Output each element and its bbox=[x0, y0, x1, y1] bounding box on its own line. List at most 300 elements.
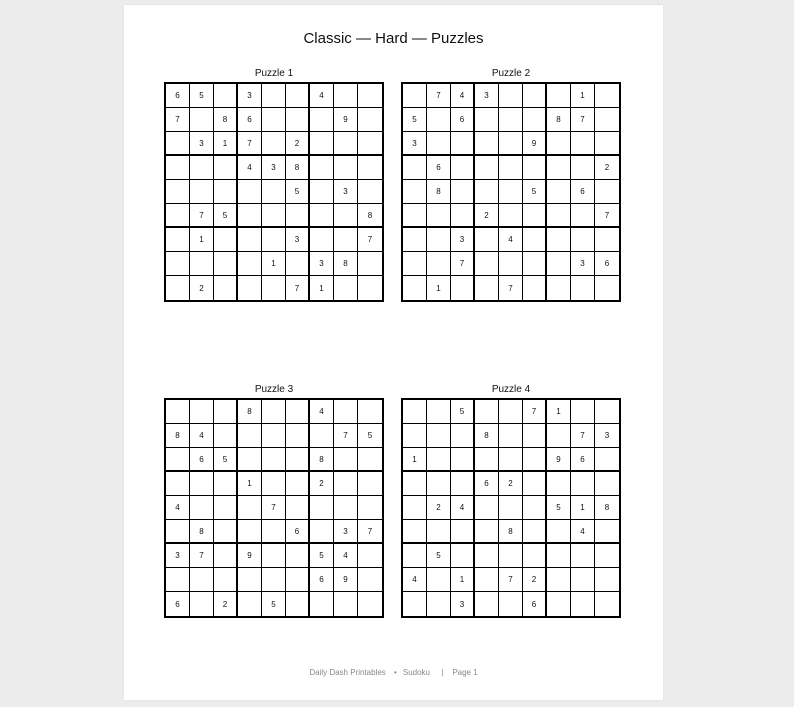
sudoku-cell bbox=[310, 592, 334, 616]
sudoku-cell bbox=[286, 204, 310, 228]
sudoku-cell bbox=[358, 544, 382, 568]
sudoku-cell bbox=[310, 424, 334, 448]
sudoku-cell bbox=[523, 496, 547, 520]
sudoku-cell bbox=[334, 84, 358, 108]
sudoku-cell bbox=[214, 228, 238, 252]
sudoku-cell bbox=[262, 228, 286, 252]
sudoku-cell: 4 bbox=[334, 544, 358, 568]
sudoku-cell: 7 bbox=[451, 252, 475, 276]
sudoku-cell bbox=[571, 472, 595, 496]
sudoku-cell bbox=[475, 400, 499, 424]
sudoku-cell: 5 bbox=[262, 592, 286, 616]
sudoku-cell bbox=[427, 568, 451, 592]
sudoku-cell: 8 bbox=[166, 424, 190, 448]
sudoku-cell bbox=[427, 252, 451, 276]
sudoku-cell bbox=[427, 108, 451, 132]
sudoku-cell bbox=[166, 204, 190, 228]
sudoku-cell bbox=[262, 424, 286, 448]
sudoku-cell bbox=[595, 228, 619, 252]
sudoku-cell: 7 bbox=[595, 204, 619, 228]
sudoku-cell bbox=[403, 592, 427, 616]
sudoku-cell bbox=[262, 180, 286, 204]
sudoku-cell: 8 bbox=[214, 108, 238, 132]
sudoku-cell bbox=[214, 520, 238, 544]
sudoku-cell bbox=[262, 108, 286, 132]
sudoku-cell: 5 bbox=[214, 204, 238, 228]
sudoku-cell bbox=[403, 204, 427, 228]
sudoku-cell bbox=[214, 424, 238, 448]
sudoku-cell: 1 bbox=[310, 276, 334, 300]
sudoku-cell bbox=[262, 400, 286, 424]
sudoku-cell bbox=[523, 544, 547, 568]
sudoku-cell: 2 bbox=[523, 568, 547, 592]
sudoku-cell: 8 bbox=[547, 108, 571, 132]
sudoku-cell bbox=[358, 276, 382, 300]
sudoku-cell bbox=[286, 108, 310, 132]
sudoku-cell: 1 bbox=[571, 496, 595, 520]
sudoku-cell bbox=[523, 108, 547, 132]
sudoku-cell bbox=[451, 544, 475, 568]
sudoku-cell: 3 bbox=[475, 84, 499, 108]
sudoku-cell bbox=[334, 228, 358, 252]
sudoku-cell bbox=[238, 180, 262, 204]
sudoku-cell: 3 bbox=[403, 132, 427, 156]
sudoku-cell bbox=[451, 204, 475, 228]
sudoku-cell bbox=[190, 568, 214, 592]
sudoku-cell bbox=[262, 84, 286, 108]
sudoku-cell bbox=[547, 228, 571, 252]
sudoku-cell bbox=[403, 424, 427, 448]
sudoku-cell bbox=[523, 204, 547, 228]
sudoku-cell bbox=[310, 520, 334, 544]
sudoku-cell: 1 bbox=[238, 472, 262, 496]
sudoku-cell bbox=[547, 204, 571, 228]
sudoku-cell: 6 bbox=[571, 448, 595, 472]
sudoku-cell bbox=[358, 496, 382, 520]
sudoku-cell: 8 bbox=[190, 520, 214, 544]
sudoku-cell: 1 bbox=[262, 252, 286, 276]
sudoku-cell bbox=[427, 520, 451, 544]
sudoku-cell: 1 bbox=[571, 84, 595, 108]
sudoku-cell bbox=[451, 180, 475, 204]
sudoku-cell bbox=[214, 156, 238, 180]
sudoku-cell bbox=[238, 496, 262, 520]
sudoku-cell bbox=[475, 252, 499, 276]
sudoku-cell: 7 bbox=[427, 84, 451, 108]
sudoku-cell bbox=[499, 204, 523, 228]
sudoku-cell bbox=[451, 448, 475, 472]
sudoku-cell bbox=[523, 424, 547, 448]
footer-divider: | bbox=[441, 668, 444, 677]
sudoku-cell: 8 bbox=[334, 252, 358, 276]
sudoku-cell bbox=[523, 228, 547, 252]
sudoku-cell bbox=[499, 448, 523, 472]
sudoku-cell: 6 bbox=[166, 84, 190, 108]
sudoku-cell bbox=[166, 568, 190, 592]
sudoku-cell bbox=[286, 252, 310, 276]
sudoku-cell bbox=[547, 544, 571, 568]
sudoku-cell bbox=[286, 544, 310, 568]
sudoku-cell: 6 bbox=[238, 108, 262, 132]
sudoku-cell bbox=[310, 204, 334, 228]
sudoku-cell: 3 bbox=[595, 424, 619, 448]
sudoku-grid bbox=[401, 398, 621, 618]
sudoku-cell bbox=[310, 180, 334, 204]
sudoku-cell bbox=[166, 448, 190, 472]
footer-brand: Daily Dash Printables bbox=[309, 668, 386, 677]
sudoku-cell bbox=[214, 568, 238, 592]
sudoku-cell bbox=[190, 252, 214, 276]
sudoku-cell: 7 bbox=[262, 496, 286, 520]
sudoku-cell: 3 bbox=[451, 592, 475, 616]
sudoku-cell bbox=[358, 400, 382, 424]
sudoku-cell bbox=[166, 252, 190, 276]
sudoku-cell bbox=[214, 252, 238, 276]
sudoku-grid bbox=[164, 82, 384, 302]
sudoku-cell bbox=[403, 180, 427, 204]
sudoku-cell: 6 bbox=[595, 252, 619, 276]
sudoku-cell: 7 bbox=[499, 568, 523, 592]
sudoku-cell bbox=[451, 132, 475, 156]
sudoku-cell: 8 bbox=[427, 180, 451, 204]
sudoku-cell bbox=[238, 424, 262, 448]
sudoku-cell bbox=[571, 156, 595, 180]
sudoku-cell bbox=[547, 276, 571, 300]
sudoku-cell bbox=[499, 108, 523, 132]
sudoku-cell bbox=[286, 568, 310, 592]
sudoku-cell: 6 bbox=[166, 592, 190, 616]
sudoku-cell: 2 bbox=[427, 496, 451, 520]
sudoku-cell: 5 bbox=[286, 180, 310, 204]
sudoku-cell bbox=[427, 228, 451, 252]
sudoku-cell bbox=[547, 84, 571, 108]
sudoku-cell: 4 bbox=[310, 400, 334, 424]
sudoku-cell bbox=[238, 448, 262, 472]
sudoku-cell: 7 bbox=[334, 424, 358, 448]
sudoku-cell bbox=[427, 132, 451, 156]
sudoku-cell bbox=[547, 592, 571, 616]
sudoku-cell bbox=[166, 228, 190, 252]
sudoku-cell: 5 bbox=[190, 84, 214, 108]
sudoku-cell bbox=[547, 132, 571, 156]
sudoku-cell bbox=[358, 472, 382, 496]
sudoku-cell: 4 bbox=[499, 228, 523, 252]
sudoku-cell bbox=[523, 448, 547, 472]
sudoku-cell: 2 bbox=[214, 592, 238, 616]
sudoku-cell bbox=[523, 84, 547, 108]
sudoku-cell bbox=[499, 156, 523, 180]
sudoku-cell bbox=[403, 472, 427, 496]
sudoku-cell: 3 bbox=[286, 228, 310, 252]
sudoku-cell: 3 bbox=[334, 520, 358, 544]
sudoku-cell bbox=[499, 400, 523, 424]
sudoku-cell bbox=[262, 132, 286, 156]
sudoku-cell bbox=[358, 132, 382, 156]
sudoku-cell bbox=[358, 84, 382, 108]
sudoku-cell bbox=[334, 472, 358, 496]
sudoku-cell bbox=[286, 496, 310, 520]
sudoku-cell bbox=[547, 252, 571, 276]
puzzle-title: Puzzle 3 bbox=[254, 384, 294, 395]
sudoku-cell bbox=[403, 276, 427, 300]
sudoku-cell bbox=[499, 544, 523, 568]
sudoku-cell bbox=[595, 108, 619, 132]
sudoku-cell bbox=[238, 276, 262, 300]
sudoku-cell bbox=[475, 180, 499, 204]
sudoku-cell bbox=[286, 592, 310, 616]
sudoku-cell bbox=[427, 472, 451, 496]
sudoku-cell bbox=[571, 400, 595, 424]
sudoku-cell bbox=[190, 496, 214, 520]
sudoku-cell: 8 bbox=[310, 448, 334, 472]
sudoku-cell: 4 bbox=[166, 496, 190, 520]
sudoku-cell bbox=[334, 496, 358, 520]
sudoku-cell: 2 bbox=[595, 156, 619, 180]
sudoku-cell bbox=[427, 204, 451, 228]
sudoku-cell: 6 bbox=[451, 108, 475, 132]
sudoku-cell bbox=[214, 180, 238, 204]
sudoku-cell: 5 bbox=[403, 108, 427, 132]
sudoku-cell: 2 bbox=[190, 276, 214, 300]
sudoku-cell bbox=[595, 568, 619, 592]
sudoku-cell bbox=[571, 204, 595, 228]
sudoku-cell bbox=[190, 156, 214, 180]
sudoku-cell: 9 bbox=[523, 132, 547, 156]
sudoku-cell bbox=[475, 448, 499, 472]
sudoku-cell bbox=[595, 400, 619, 424]
sudoku-cell bbox=[334, 156, 358, 180]
sudoku-cell bbox=[262, 472, 286, 496]
sudoku-cell bbox=[262, 568, 286, 592]
sudoku-cell bbox=[451, 156, 475, 180]
sudoku-cell bbox=[262, 544, 286, 568]
sudoku-cell bbox=[403, 228, 427, 252]
sudoku-cell bbox=[214, 276, 238, 300]
page-footer bbox=[124, 668, 663, 677]
sudoku-cell: 7 bbox=[238, 132, 262, 156]
sudoku-cell bbox=[475, 108, 499, 132]
sudoku-cell: 8 bbox=[238, 400, 262, 424]
sudoku-cell bbox=[262, 448, 286, 472]
sudoku-cell bbox=[286, 472, 310, 496]
sudoku-cell: 5 bbox=[547, 496, 571, 520]
printable-page bbox=[124, 5, 663, 700]
sudoku-cell bbox=[547, 424, 571, 448]
sudoku-cell bbox=[475, 520, 499, 544]
sudoku-cell bbox=[571, 568, 595, 592]
sudoku-cell bbox=[310, 228, 334, 252]
sudoku-cell bbox=[334, 400, 358, 424]
sudoku-cell bbox=[475, 544, 499, 568]
sudoku-cell: 9 bbox=[238, 544, 262, 568]
sudoku-cell: 4 bbox=[190, 424, 214, 448]
sudoku-cell bbox=[334, 592, 358, 616]
sudoku-cell bbox=[190, 400, 214, 424]
sudoku-cell bbox=[403, 544, 427, 568]
sudoku-cell bbox=[571, 132, 595, 156]
document-title: Classic — Hard — Puzzles bbox=[303, 30, 484, 47]
sudoku-cell: 8 bbox=[595, 496, 619, 520]
sudoku-cell: 4 bbox=[310, 84, 334, 108]
sudoku-cell bbox=[334, 276, 358, 300]
sudoku-cell bbox=[334, 132, 358, 156]
sudoku-cell bbox=[358, 156, 382, 180]
sudoku-cell bbox=[310, 108, 334, 132]
sudoku-cell bbox=[358, 592, 382, 616]
sudoku-cell bbox=[238, 592, 262, 616]
sudoku-cell: 1 bbox=[214, 132, 238, 156]
footer-section: Sudoku bbox=[402, 668, 430, 677]
sudoku-cell: 6 bbox=[523, 592, 547, 616]
sudoku-cell bbox=[595, 592, 619, 616]
sudoku-cell: 7 bbox=[286, 276, 310, 300]
sudoku-cell bbox=[475, 496, 499, 520]
sudoku-cell bbox=[571, 228, 595, 252]
sudoku-cell bbox=[166, 400, 190, 424]
sudoku-cell bbox=[190, 108, 214, 132]
sudoku-cell: 2 bbox=[310, 472, 334, 496]
sudoku-cell bbox=[595, 132, 619, 156]
sudoku-cell: 4 bbox=[238, 156, 262, 180]
sudoku-cell bbox=[427, 424, 451, 448]
sudoku-cell: 7 bbox=[358, 228, 382, 252]
sudoku-cell: 3 bbox=[166, 544, 190, 568]
sudoku-cell bbox=[451, 276, 475, 300]
sudoku-cell: 6 bbox=[571, 180, 595, 204]
sudoku-cell: 4 bbox=[403, 568, 427, 592]
sudoku-cell bbox=[238, 228, 262, 252]
sudoku-grid bbox=[164, 398, 384, 618]
sudoku-cell bbox=[166, 156, 190, 180]
sudoku-cell bbox=[310, 156, 334, 180]
sudoku-cell bbox=[238, 204, 262, 228]
sudoku-cell: 7 bbox=[190, 544, 214, 568]
sudoku-cell bbox=[475, 228, 499, 252]
sudoku-cell bbox=[166, 472, 190, 496]
sudoku-cell bbox=[475, 132, 499, 156]
sudoku-cell bbox=[334, 448, 358, 472]
sudoku-cell bbox=[547, 520, 571, 544]
sudoku-cell bbox=[571, 276, 595, 300]
sudoku-cell bbox=[451, 472, 475, 496]
sudoku-cell bbox=[262, 276, 286, 300]
sudoku-cell: 8 bbox=[499, 520, 523, 544]
sudoku-cell: 5 bbox=[451, 400, 475, 424]
sudoku-cell: 1 bbox=[403, 448, 427, 472]
puzzle-title: Puzzle 2 bbox=[491, 68, 531, 79]
sudoku-cell bbox=[499, 424, 523, 448]
sudoku-cell bbox=[166, 520, 190, 544]
sudoku-cell: 5 bbox=[427, 544, 451, 568]
sudoku-cell bbox=[523, 276, 547, 300]
sudoku-cell bbox=[523, 252, 547, 276]
sudoku-cell bbox=[262, 204, 286, 228]
sudoku-cell bbox=[286, 448, 310, 472]
sudoku-cell bbox=[238, 252, 262, 276]
sudoku-cell bbox=[499, 180, 523, 204]
sudoku-cell bbox=[262, 520, 286, 544]
sudoku-cell bbox=[499, 592, 523, 616]
sudoku-cell bbox=[286, 84, 310, 108]
sudoku-cell bbox=[403, 156, 427, 180]
sudoku-cell: 9 bbox=[334, 108, 358, 132]
sudoku-cell: 8 bbox=[475, 424, 499, 448]
sudoku-cell bbox=[547, 180, 571, 204]
sudoku-cell bbox=[427, 592, 451, 616]
sudoku-cell bbox=[523, 472, 547, 496]
sudoku-cell: 6 bbox=[427, 156, 451, 180]
sudoku-cell: 5 bbox=[214, 448, 238, 472]
footer-bullet: • bbox=[394, 668, 397, 677]
sudoku-cell bbox=[214, 84, 238, 108]
sudoku-cell bbox=[499, 132, 523, 156]
sudoku-cell bbox=[190, 180, 214, 204]
sudoku-cell bbox=[475, 568, 499, 592]
sudoku-cell bbox=[595, 472, 619, 496]
sudoku-cell: 7 bbox=[166, 108, 190, 132]
sudoku-cell bbox=[286, 400, 310, 424]
sudoku-cell: 6 bbox=[475, 472, 499, 496]
sudoku-cell: 1 bbox=[547, 400, 571, 424]
sudoku-cell: 1 bbox=[451, 568, 475, 592]
sudoku-cell: 8 bbox=[286, 156, 310, 180]
sudoku-cell: 7 bbox=[571, 424, 595, 448]
sudoku-cell bbox=[523, 156, 547, 180]
sudoku-cell bbox=[238, 568, 262, 592]
sudoku-cell bbox=[595, 448, 619, 472]
sudoku-cell bbox=[310, 496, 334, 520]
sudoku-cell: 3 bbox=[262, 156, 286, 180]
sudoku-cell bbox=[358, 568, 382, 592]
sudoku-cell bbox=[499, 84, 523, 108]
sudoku-cell: 2 bbox=[475, 204, 499, 228]
sudoku-cell bbox=[499, 252, 523, 276]
sudoku-cell: 9 bbox=[547, 448, 571, 472]
sudoku-cell bbox=[214, 544, 238, 568]
sudoku-cell bbox=[238, 520, 262, 544]
sudoku-cell bbox=[451, 424, 475, 448]
sudoku-cell bbox=[166, 276, 190, 300]
sudoku-cell bbox=[403, 496, 427, 520]
sudoku-grid bbox=[401, 82, 621, 302]
sudoku-cell: 3 bbox=[190, 132, 214, 156]
sudoku-cell bbox=[595, 520, 619, 544]
sudoku-cell: 1 bbox=[427, 276, 451, 300]
sudoku-cell bbox=[286, 424, 310, 448]
sudoku-cell: 3 bbox=[334, 180, 358, 204]
sudoku-cell bbox=[358, 252, 382, 276]
sudoku-cell bbox=[427, 400, 451, 424]
sudoku-cell bbox=[523, 520, 547, 544]
sudoku-cell: 6 bbox=[310, 568, 334, 592]
sudoku-cell bbox=[214, 400, 238, 424]
sudoku-cell bbox=[499, 496, 523, 520]
sudoku-cell: 6 bbox=[190, 448, 214, 472]
sudoku-cell bbox=[310, 132, 334, 156]
sudoku-cell bbox=[334, 204, 358, 228]
sudoku-cell bbox=[358, 180, 382, 204]
sudoku-cell bbox=[358, 108, 382, 132]
sudoku-cell: 5 bbox=[310, 544, 334, 568]
sudoku-cell: 7 bbox=[358, 520, 382, 544]
footer-page-number: Page 1 bbox=[452, 668, 478, 677]
sudoku-cell: 8 bbox=[358, 204, 382, 228]
sudoku-cell bbox=[403, 252, 427, 276]
sudoku-cell: 3 bbox=[571, 252, 595, 276]
sudoku-cell: 9 bbox=[334, 568, 358, 592]
sudoku-cell bbox=[595, 276, 619, 300]
sudoku-cell bbox=[427, 448, 451, 472]
